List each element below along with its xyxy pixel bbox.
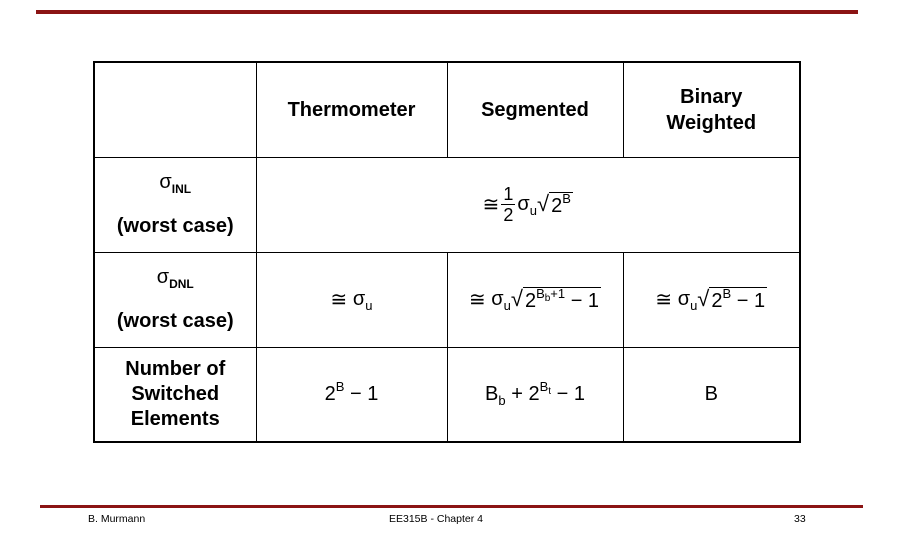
dnl-bin-base: 2: [711, 289, 723, 312]
dnl-therm-sub: u: [365, 298, 373, 313]
inl-sigma-u: σ: [517, 193, 530, 215]
inl-fraction: [501, 184, 515, 225]
elements-seg-exp-sub: t: [548, 385, 552, 397]
header-segmented-label: Segmented: [481, 98, 589, 121]
dnl-row: [94, 252, 800, 347]
dnl-binary-formula: [655, 287, 767, 313]
dnl-segmented-formula: [469, 287, 601, 313]
dnl-seg-sub: u: [503, 298, 511, 313]
elements-therm-base: 2: [324, 382, 336, 405]
elements-label-line3: Elements: [130, 407, 220, 430]
dnl-thermometer-formula: [331, 287, 373, 312]
elements-seg-b-sub: b: [498, 392, 506, 408]
elements-label-line2: Switched: [131, 382, 220, 405]
header-thermometer: [256, 62, 447, 157]
dnl-bin-sqrt: √ 2 B − 1: [697, 285, 766, 312]
inl-radicand-base: 2: [551, 194, 563, 217]
dnl-bin-approx: ≅: [655, 289, 673, 311]
inl-formula: [483, 184, 573, 225]
footer-course: EE315B - Chapter 4: [389, 513, 483, 525]
inl-row: [94, 157, 800, 252]
dnl-therm-approx: ≅: [330, 289, 348, 311]
inl-fraction-num: 1: [503, 184, 514, 204]
dnl-seg-exp-plus: +1: [550, 285, 566, 301]
dnl-seg-exp-b: B: [536, 285, 545, 301]
dnl-seg-exp-sub: b: [544, 292, 551, 304]
dnl-sigma: σ: [156, 265, 170, 288]
inl-approx: ≅: [482, 194, 500, 216]
inl-fraction-den: 2: [503, 205, 514, 225]
elements-seg-base: 2: [528, 382, 540, 405]
elements-therm-minus-one: − 1: [350, 382, 379, 405]
elements-therm-exp: B: [335, 378, 345, 394]
header-binary-line2: Weighted: [666, 111, 757, 134]
elements-label-line1: Number of: [125, 357, 226, 380]
dnl-therm-sigma: σ: [352, 288, 366, 310]
dnl-bin-minus-one: − 1: [736, 289, 766, 312]
footer-author: B. Murmann: [88, 513, 146, 525]
inl-row-header: [94, 157, 256, 252]
dnl-bin-sub: u: [690, 298, 698, 313]
inl-sigma-u-sub: u: [529, 203, 537, 218]
bottom-rule: [40, 505, 863, 508]
dnl-segmented: [447, 252, 623, 347]
elements-seg-minus-one: − 1: [556, 382, 585, 405]
dnl-seg-exp: [536, 285, 566, 304]
elements-segmented: [447, 347, 623, 442]
elements-seg-formula: [485, 378, 585, 408]
elements-seg-exp-b: B: [539, 378, 549, 394]
elements-therm-formula: [324, 378, 379, 406]
dnl-seg-minus-one: − 1: [570, 289, 600, 312]
inl-sqrt: √ 2 B: [536, 190, 571, 217]
inl-radicand-exp: B: [562, 190, 571, 206]
inl-qualifier: (worst case): [116, 214, 234, 237]
dnl-bin-exp: B: [722, 285, 732, 301]
inl-sigma-sub: INL: [171, 181, 192, 196]
dnl-seg-base: 2: [524, 289, 537, 312]
dnl-symbol: [95, 266, 256, 295]
dnl-thermometer: [256, 252, 447, 347]
elements-seg-b: B: [485, 382, 499, 405]
header-thermometer-label: Thermometer: [287, 98, 416, 121]
inl-formula-cell: [256, 157, 800, 252]
dnl-seg-approx: ≅: [468, 289, 486, 311]
header-binary-weighted: [623, 62, 800, 157]
dnl-sigma-sub: DNL: [169, 276, 194, 291]
dnl-binary: [623, 252, 800, 347]
comparison-table: [93, 61, 801, 443]
header-segmented: [447, 62, 623, 157]
elements-seg-exp: [539, 378, 552, 397]
elements-seg-plus: +: [511, 382, 523, 405]
header-row: [94, 62, 800, 157]
inl-symbol: [95, 171, 256, 200]
inl-sigma: σ: [159, 170, 172, 193]
elements-binary-value: B: [704, 382, 718, 405]
elements-binary: [623, 347, 800, 442]
dnl-seg-sqrt: √ 2 $B_b+1$ − 1: [510, 285, 600, 312]
dnl-qualifier: (worst case): [116, 309, 234, 332]
top-rule: [36, 10, 858, 14]
dnl-seg-sigma: σ: [491, 288, 504, 310]
corner-cell: [94, 62, 256, 157]
elements-row-header: [94, 347, 256, 442]
dnl-row-header: [94, 252, 256, 347]
header-binary-line1: Binary: [680, 85, 743, 108]
footer-page-number: 33: [794, 513, 806, 525]
dnl-bin-sigma: σ: [677, 288, 691, 310]
elements-thermometer: [256, 347, 447, 442]
elements-row: [94, 347, 800, 442]
